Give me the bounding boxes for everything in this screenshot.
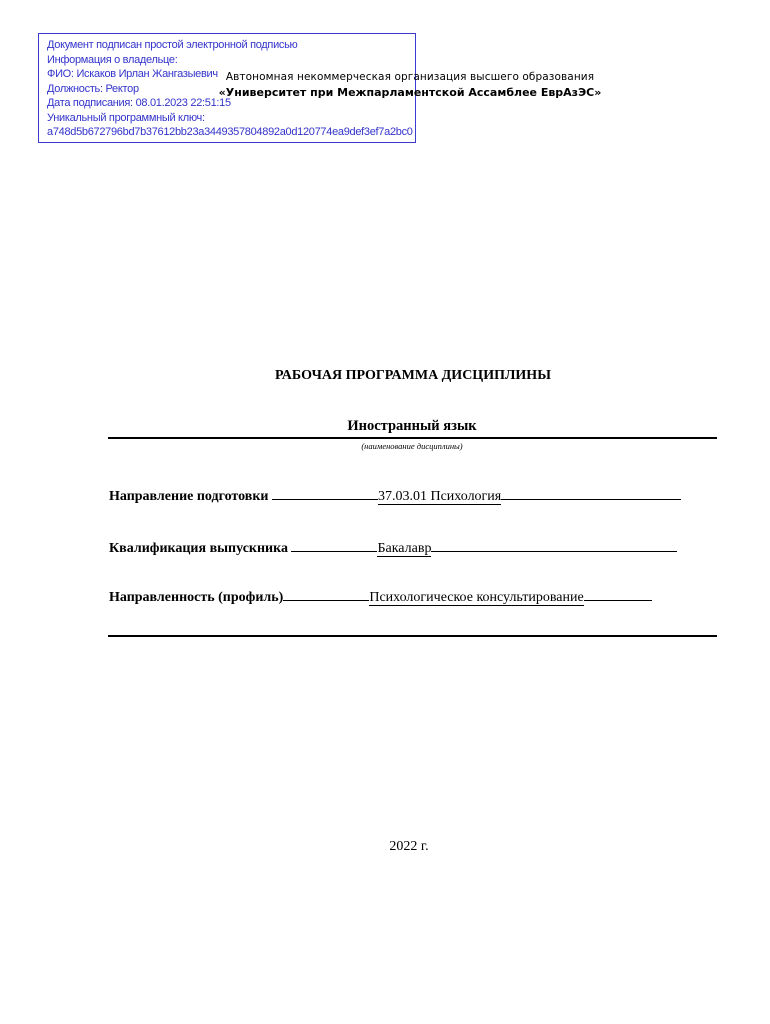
stamp-line-position: Должность: Ректор xyxy=(47,82,139,95)
stamp-line-date: Дата подписания: 08.01.2023 22:51:15 xyxy=(47,97,231,109)
profile-value: Психологическое консультирование xyxy=(369,590,584,605)
stamp-line-signed: Документ подписан простой электронной подписью xyxy=(47,39,298,51)
qualification-value: Бакалавр xyxy=(377,541,432,556)
discipline-caption: (наименование дисциплины) xyxy=(361,441,463,451)
profile-blank-pre xyxy=(283,585,339,601)
discipline-name: Иностранный язык xyxy=(347,418,477,434)
profile-blank-mid xyxy=(339,585,369,601)
direction-value: 37.03.01 Психология xyxy=(377,489,502,504)
direction-blank-post xyxy=(501,484,681,500)
qualification-blank-pre xyxy=(291,536,377,552)
organization-name: «Университет при Межпарламентской Ассамблее ЕврАзЭС» xyxy=(218,86,602,99)
document-title: РАБОЧАЯ ПРОГРАММА ДИСЦИПЛИНЫ xyxy=(275,368,551,383)
qualification-label: Квалификация выпускника xyxy=(109,541,288,556)
profile-label: Направленность (профиль) xyxy=(109,590,284,605)
qualification-blank-post xyxy=(431,536,677,552)
discipline-underline xyxy=(108,437,717,439)
stamp-line-key-value: a748d5b672796bd7b37612bb23a3449357804892a0d120774ea9def3ef7a2bc0 xyxy=(47,126,413,138)
direction-blank-pre xyxy=(272,484,324,500)
direction-blank-mid xyxy=(324,484,378,500)
document-year: 2022 г. xyxy=(389,839,429,854)
direction-field xyxy=(109,484,681,505)
qualification-field xyxy=(109,536,677,557)
section-divider xyxy=(108,635,717,637)
stamp-line-name: ФИО: Искаков Ирлан Жангазыевич xyxy=(47,68,218,80)
profile-blank-post xyxy=(584,585,652,601)
stamp-line-owner-info: Информация о владельце: xyxy=(47,53,178,66)
profile-field xyxy=(109,585,652,606)
direction-label: Направление подготовки xyxy=(109,489,269,504)
stamp-line-key-label: Уникальный программный ключ: xyxy=(47,111,205,124)
organization-type: Автономная некоммерческая организация высшего образования xyxy=(225,71,595,83)
